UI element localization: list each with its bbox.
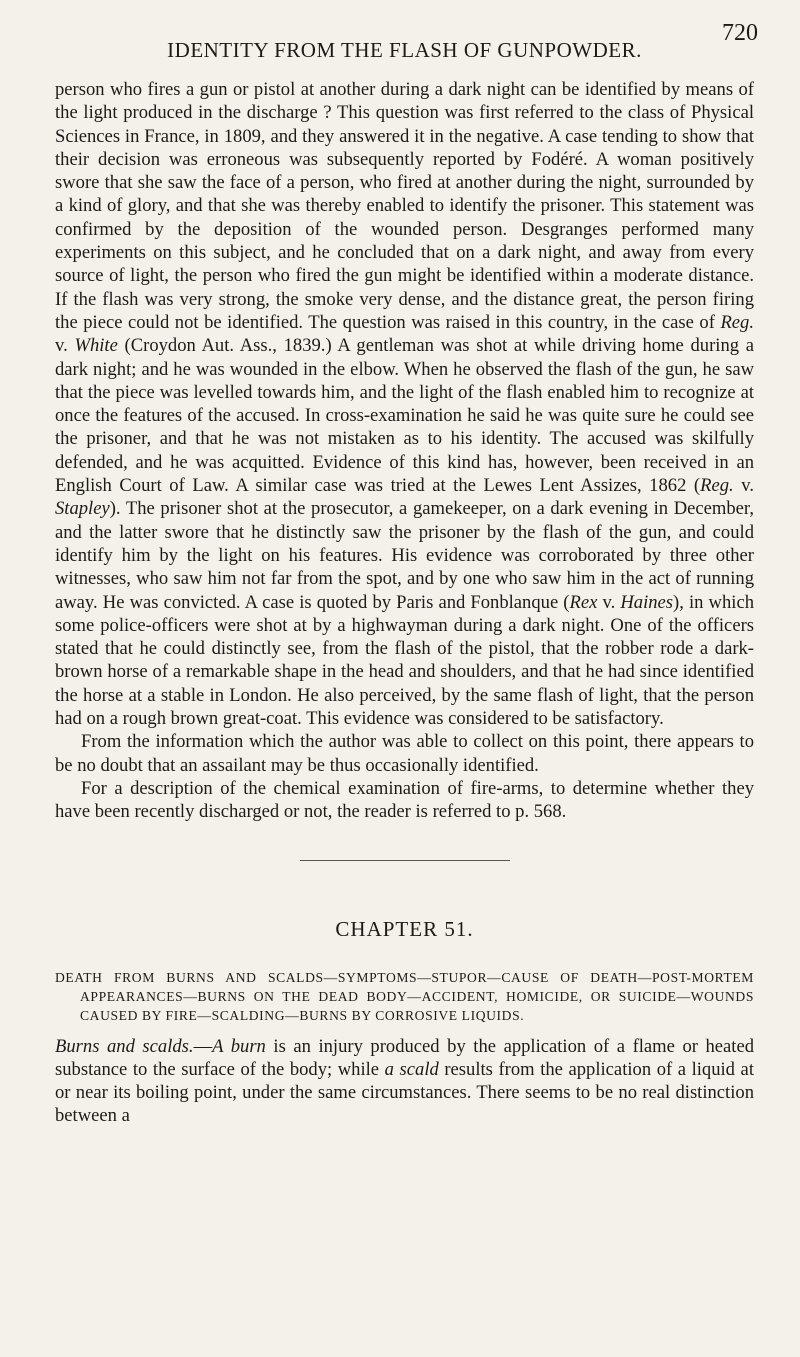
paragraph [55, 777, 754, 824]
italic-run: Stapley [55, 498, 110, 520]
italic-run: Burns and scalds. [55, 1035, 194, 1057]
chapter-heading: CHAPTER 51. [335, 916, 474, 941]
italic-run: Reg. [700, 475, 734, 497]
italic-run: White [74, 335, 118, 357]
italic-run: Reg. [720, 311, 754, 333]
text-run: — [193, 1035, 213, 1057]
chapter-section [55, 1035, 754, 1128]
text-run: For a description of the chemical examination of fire-arms, to determine whether they have been recently discharged or not, the reader is referred to p. 568. [55, 777, 754, 823]
chapter-summary: DEATH FROM BURNS AND SCALDS—SYMPTOMS—STUPOR—CAUSE OF DEATH—POST-MORTEM APPEARANCES—BURNS ON THE DEAD BODY—ACCIDENT, HOMICIDE, OR SUICIDE—WOUNDS CAUSED BY FIRE—SCALDING—BURNS BY CORROSIVE LIQUIDS. [55, 969, 754, 1023]
text-run: ), in which some police-officers were shot at by a highwayman during a dark night. One of the officers stated that he could distinctly see, from the flash of the pistol, that the robber rode a dark-brown horse of a remarkable shape in the head and shoulders, and that he had since identified the horse at a stable in London. He also perceived, by the same flash of light, that the person had on a rough brown great-coat. This evidence was considered to be satisfactory. [55, 591, 754, 730]
text-run: is an injury produced by the application of a flame or heated substance to the surface of the body; while [55, 1035, 755, 1080]
text-run: ). The prisoner shot at the prosecutor, a gamekeeper, on a dark evening in December, and the latter swore that he distinctly saw the prisoner by the flash of the gun, and could identify him by the light on his features. His evidence was corroborated by three other witnesses, who saw him not far from the spot, and by one who saw him in the act of running away. He was convicted. A case is quoted by Paris and Fonblanque ( [55, 498, 754, 613]
text-run: v. [55, 335, 75, 357]
italic-run: Haines [620, 591, 674, 613]
section-divider [300, 860, 510, 861]
paragraph [55, 78, 754, 730]
text-run: From the information which the author was able to collect on this point, there appears to be no doubt that an assailant may be thus occasionally identified. [55, 731, 754, 776]
text-run: v. [597, 591, 621, 613]
body-text [55, 78, 754, 824]
text-run: results from the application of a liquid at or near its boiling point, under the same circumstances. There seems to be no real distinction between a [55, 1058, 754, 1127]
running-title: IDENTITY FROM THE FLASH OF GUNPOWDER. [167, 38, 642, 62]
italic-run: A burn [212, 1035, 266, 1057]
page-number: 720 [722, 20, 758, 46]
text-run: (Croydon Aut. Ass., 1839.) A gentleman was shot at while driving home during a dark night; and he was wounded in the elbow. When he observed the flash of the gun, he saw that the piece was levelled towards him, and the light of the flash enabled him to recognize at once the features of the accused. In cross-examination he said he was quite sure he could see the prisoner, and that he was not mistaken as to his identity. The accused was skilfully defended, and he was acquitted. Evidence of this kind has, however, been received in an English Court of Law. A similar case was tried at the Lewes Lent Assizes, 1862 ( [55, 335, 754, 497]
text-run: v. [733, 475, 754, 497]
italic-run: a scald [384, 1058, 439, 1080]
paragraph [55, 730, 754, 777]
italic-run: Rex [569, 591, 598, 613]
running-header [55, 0, 758, 78]
section-paragraph [55, 1035, 754, 1128]
text-run: person who fires a gun or pistol at another during a dark night can be identified by means of the light produced in the discharge ? This question was first referred to the class of Physical Sciences in France, in 1809, and they answered it in the negative. A case tending to show that their decision was erroneous was subsequently reported by Fodéré. A woman positively swore that she saw the face of a person, who fired at another during the night, surrounded by a kind of glory, and that she was thereby enabled to identify the prisoner. This statement was confirmed by the deposition of the wounded person. Desgranges performed many experiments on this subject, and he concluded that on a dark night, and away from every source of light, the person who fired the gun might be identified within a moderate distance. If the flash was very strong, the smoke very dense, and the distance great, the person firing the piece could not be identified. The question was raised in this country, in the case of [55, 79, 754, 333]
